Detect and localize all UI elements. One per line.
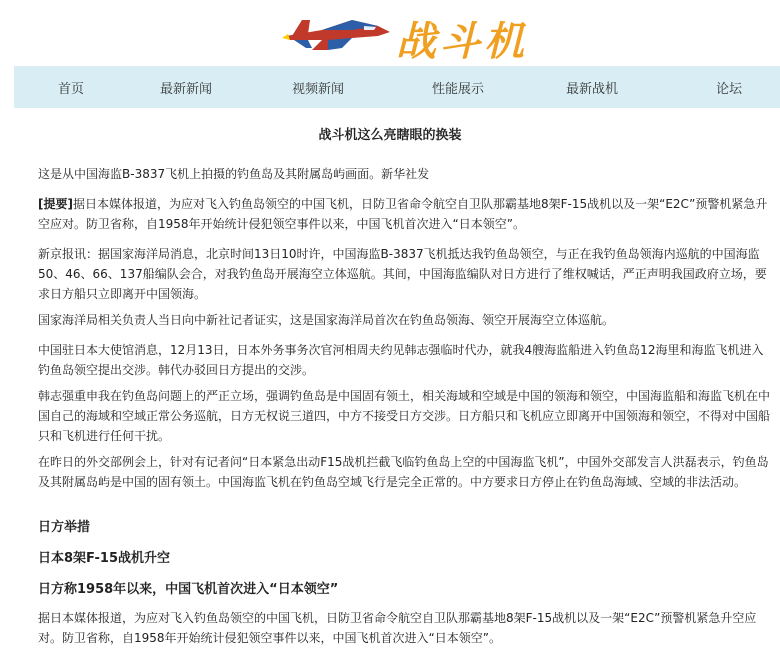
section-heading: 日本8架F-15战机升空: [38, 551, 171, 566]
section-heading: 日方称1958年以来，中国飞机首次进入“日本领空”: [38, 582, 339, 597]
nav-item-home[interactable]: 首页: [58, 81, 85, 97]
nav-item-forum[interactable]: 论坛: [716, 81, 743, 97]
nav-item-video-news[interactable]: 视频新闻: [292, 81, 345, 97]
summary-text: 据日本媒体报道，为应对飞入钓鱼岛领空的中国飞机，日防卫省命令航空自卫队那霸基地8架F-15战机以及一架“E2C”预警机紧急升空应对。防卫省称，自1958年开始统计侵犯领空事件以来，中国飞机首次进入“日本领空”。: [38, 197, 768, 231]
site-header: [0, 0, 780, 64]
summary-paragraph: [38, 194, 772, 234]
section-heading: 日方举措: [38, 520, 91, 535]
nav-item-latest-news[interactable]: 最新新闻: [160, 81, 213, 97]
summary-lead: [提要]: [38, 197, 73, 211]
nav-item-latest-fighters[interactable]: 最新战机: [566, 81, 619, 97]
paragraph: 国家海洋局相关负责人当日向中新社记者证实，这是国家海洋局首次在钓鱼岛领海、领空开展海空立体巡航。: [38, 313, 615, 327]
closing-paragraph: 据日本媒体报道，为应对飞入钓鱼岛领空的中国飞机，日防卫省命令航空自卫队那霸基地8架F-15战机以及一架“E2C”预警机紧急升空应对。防卫省称，自1958年开始统计侵犯领空事件以来，中国飞机首次进入“日本领空”。: [38, 611, 757, 645]
paragraph: 在昨日的外交部例会上，针对有记者问“日本紧急出动F15战机拦截飞临钓鱼岛上空的中国海监飞机”，中国外交部发言人洪磊表示，钓鱼岛及其附属岛屿是中国的固有领土。中国海监飞机在钓鱼岛空域飞行是完全正常的。中方要求日方停止在钓鱼岛海域、空域的非法活动。: [38, 455, 769, 489]
logo-text: 战斗机: [396, 18, 528, 65]
main-nav: [14, 66, 780, 108]
photo-caption: 这是从中国海监B-3837飞机上拍摄的钓鱼岛及其附属岛屿画面。新华社发: [38, 167, 430, 181]
nav-item-performance[interactable]: 性能展示: [432, 81, 485, 97]
site-logo[interactable]: [282, 6, 532, 65]
fighter-jet-icon: [282, 6, 392, 60]
article-title: 战斗机这么亮瞎眼的换装: [318, 128, 462, 143]
paragraph: 新京报讯：据国家海洋局消息，北京时间13日10时许，中国海监B-3837飞机抵达我钓鱼岛领空，与正在我钓鱼岛领海内巡航的中国海监50、46、66、137船编队会合，对我钓鱼岛开展海空立体巡航。其间，中国海监编队对日方进行了维权喊话，严正声明我国政府立场，要求日方船只立即离开中国领海。: [38, 247, 767, 301]
paragraph: 韩志强重申我在钓鱼岛问题上的严正立场，强调钓鱼岛是中国固有领土，相关海域和空域是中国的领海和领空，中国海监船和海监飞机在中国自己的海域和空域正常公务巡航，日方无权说三道四，中方不接受日方交涉。日方船只和飞机应立即离开中国领海和领空，不得对中国船只和飞机进行任何干扰。: [38, 389, 771, 443]
paragraph: 中国驻日本大使馆消息，12月13日，日本外务事务次官河相周夫约见韩志强临时代办，就我4艘海监船进入钓鱼岛12海里和海监飞机进入钓鱼岛领空提出交涉。韩代办驳回日方提出的交涉。: [38, 343, 764, 377]
